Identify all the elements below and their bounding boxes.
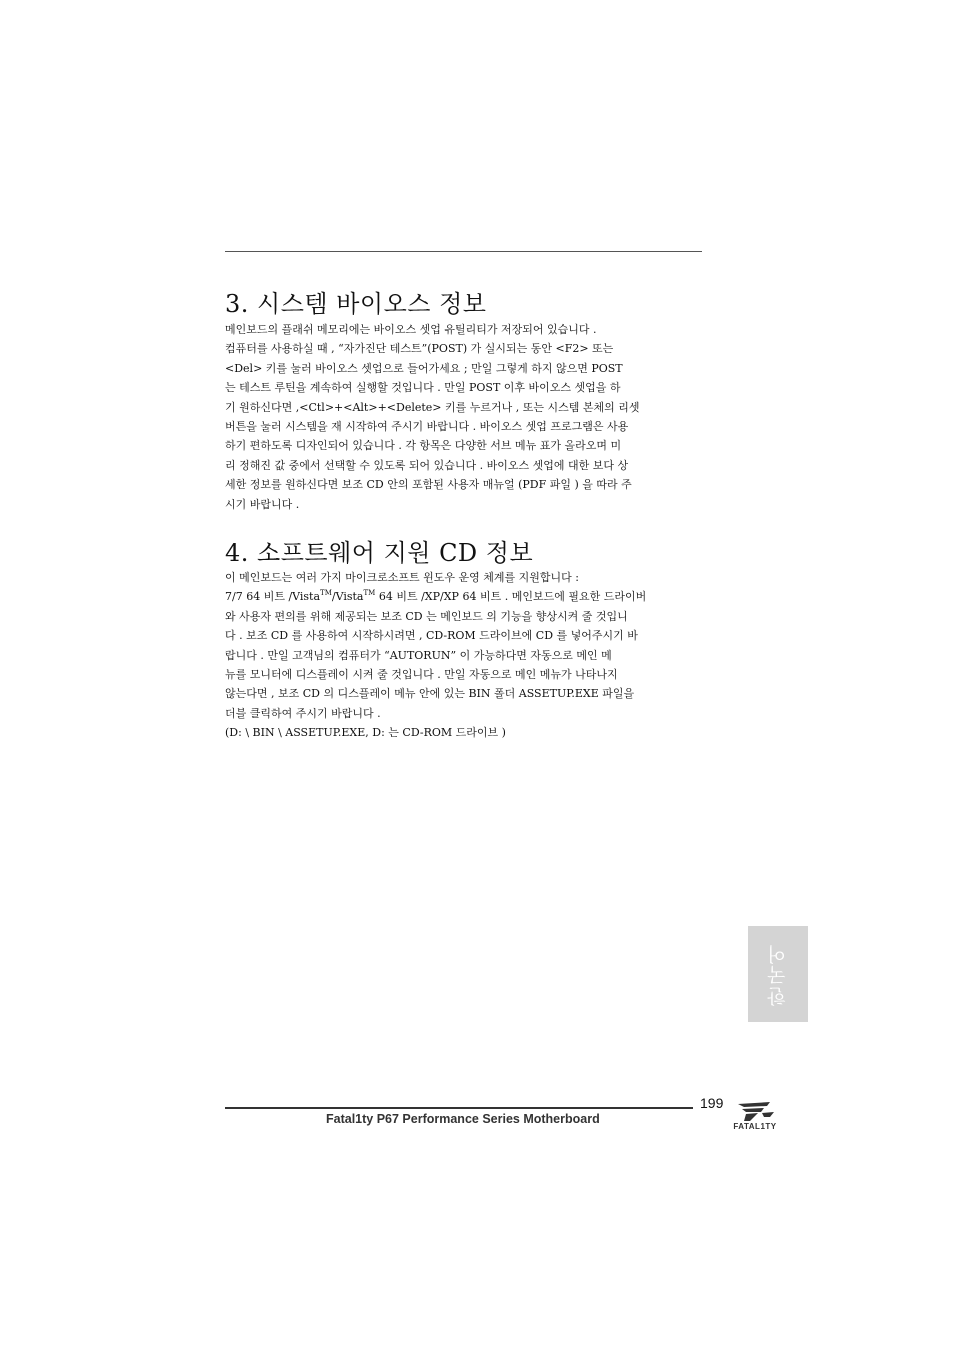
section-4-body <box>225 568 705 743</box>
section-4-line: 않는다면 , 보조 CD 의 디스플레이 메뉴 안에 있는 BIN 폴더 ASSETUP.EXE 파일을 <box>225 687 635 701</box>
trademark-mark: TM <box>363 589 376 598</box>
section-4-os-line <box>225 587 705 606</box>
section-3-line: 기 원하신다면 ,<Ctl>+<Alt>+<Delete> 키를 누르거나 , 또는 시스템 본체의 리셋 <box>225 400 640 414</box>
section-3-line: 컴퓨터를 사용하실 때 , “자가진단 테스트”(POST) 가 실시되는 동안 <F2> 또는 <box>225 342 614 356</box>
page-number: 199 <box>700 1095 724 1111</box>
fatal1ty-emblem-icon <box>734 1100 776 1122</box>
section-3-body <box>225 320 705 514</box>
logo-wordmark: FATAL1TY <box>733 1122 777 1131</box>
section-4-path-note: (D: \ BIN \ ASSETUP.EXE, D: 는 CD-ROM 드라이브 ) <box>225 726 506 740</box>
section-3-line: 하기 편하도록 디자인되어 있습니다 . 각 항목은 다양한 서브 메뉴 표가 올라오며 미 <box>225 439 622 453</box>
os-text-part: /Vista <box>331 590 364 604</box>
section-3-line: 리 정해진 값 중에서 선택할 수 있도록 되어 있습니다 . 바이오스 셋업에 대한 보다 상 <box>225 458 629 472</box>
os-text-part: 7/7 64 비트 /Vista <box>225 590 321 604</box>
section-3-line: 세한 정보를 원하신다면 보조 CD 안의 포함된 사용자 매뉴얼 (PDF 파일 ) 을 따라 주 <box>225 478 632 492</box>
section-4-line: 이 메인보드는 여러 가지 마이크로소프트 윈도우 운영 체계를 지원합니다 : <box>225 571 579 584</box>
section-3-line: 버튼을 눌러 시스템을 재 시작하여 주시기 바랍니다 . 바이오스 셋업 프로그램은 사용 <box>225 420 629 434</box>
section-3-line: 시기 바랍니다 . <box>225 497 300 511</box>
section-3-line: <Del> 키를 눌러 바이오스 셋업으로 들어가세요 ; 만일 그렇게 하지 않으면 POST <box>225 361 623 375</box>
language-label: 한국어 <box>767 943 789 1007</box>
top-divider <box>225 251 702 252</box>
footer-divider <box>225 1107 693 1109</box>
fatal1ty-logo <box>728 1100 782 1136</box>
section-3-line: 는 테스트 루틴을 계속하여 실행할 것입니다 . 만일 POST 이후 바이오스 셋업을 하 <box>225 381 621 395</box>
section-4-line: 더블 클릭하여 주시기 바랍니다 . <box>225 706 381 720</box>
section-3-title: 3. 시스템 바이오스 정보 <box>225 290 487 318</box>
section-4-line: 랍니다 . 만일 고객님의 컴퓨터가 “AUTORUN” 이 가능하다면 자동으로 메인 메 <box>225 648 612 662</box>
section-4-line: 뉴를 모니터에 디스플레이 시켜 줄 것입니다 . 만일 자동으로 메인 메뉴가 나타나지 <box>225 668 618 682</box>
section-4-line: 다 . 보조 CD 를 사용하여 시작하시려면 , CD-ROM 드라이브에 CD 를 넣어주시기 바 <box>225 629 638 643</box>
os-text-part: 64 비트 /XP/XP 64 비트 . 메인보드에 필요한 드라이버 <box>375 590 647 604</box>
language-side-tab <box>748 926 808 1022</box>
footer-title: Fatal1ty P67 Performance Series Motherboard <box>326 1112 600 1126</box>
trademark-mark: TM <box>320 589 332 598</box>
section-3-line: 메인보드의 플래쉬 메모리에는 바이오스 셋업 유틸리티가 저장되어 있습니다 . <box>225 323 597 336</box>
section-4-line: 와 사용자 편의를 위해 제공되는 보조 CD 는 메인보드 의 기능을 향상시켜 줄 것입니 <box>225 609 628 623</box>
section-4-title: 4. 소프트웨어 지원 CD 정보 <box>225 539 534 567</box>
